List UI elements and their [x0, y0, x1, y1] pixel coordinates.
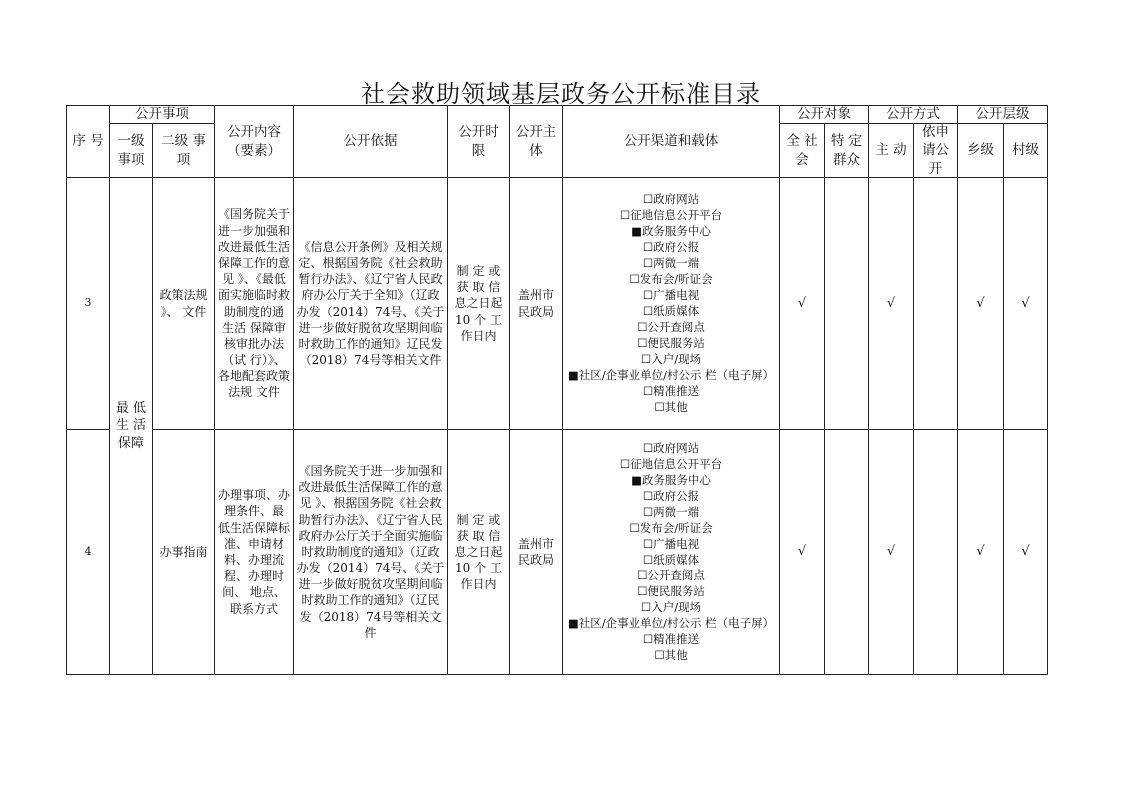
header-audience-group-label: 公开对象	[797, 106, 851, 123]
header-method-group	[868, 105, 958, 124]
header-channel	[562, 105, 780, 178]
channel-option: ■社区/企事业单位/村公示 栏（电子屏）	[567, 367, 775, 382]
check-mark: √	[1021, 544, 1030, 560]
check-mark: √	[976, 544, 985, 560]
header-channel-label: 公开渠道和载体	[623, 133, 719, 150]
row-3-time-value: 制 定 或 获 取 信 息之日起 10 个 工 作日内	[454, 264, 503, 343]
header-content	[214, 105, 294, 178]
page-title: 社会救助领域基层政务公开标准目录	[361, 80, 761, 108]
channel-option: ☐政府公报	[642, 240, 700, 255]
header-all-society	[779, 123, 825, 178]
row-3-channels	[562, 177, 780, 430]
channel-option: ☐纸质媒体	[642, 552, 700, 567]
channel-option: ■政务服务中心	[631, 224, 711, 239]
channel-option: ☐公开查阅点	[637, 568, 705, 583]
check-mark: √	[797, 544, 807, 560]
channel-option: ☐发布会/听证会	[629, 520, 713, 535]
header-all-society-label: 全 社 会	[786, 133, 818, 168]
row-3-active	[868, 177, 914, 430]
header-time	[447, 105, 510, 178]
channel-option: ☐精准推送	[642, 383, 700, 398]
row-3-subject-value: 盖州市 民政局	[517, 288, 554, 319]
channel-option: ☐政府网站	[642, 192, 700, 207]
row-4-channels	[562, 429, 780, 675]
header-method-group-label: 公开方式	[886, 106, 940, 123]
row-4-time-value: 制 定 或 获 取 信 息之日起 10 个 工 作日内	[454, 512, 503, 592]
header-village	[1003, 123, 1048, 178]
channel-option: ☐广播电视	[642, 288, 700, 303]
header-active-label: 主 动	[875, 142, 907, 159]
channel-option: ■社区/企事业单位/村公示 栏（电子屏）	[567, 616, 775, 631]
channel-option: ☐两微一端	[642, 504, 700, 519]
channel-option: ☐其他	[654, 648, 688, 663]
header-specific-group	[824, 123, 869, 178]
row-4-content-value: 办理事项、办理条件、最 低生活保障标准、申请材 料、办理流程、办理时间、 地点、联系方式	[217, 488, 290, 616]
row-3-seq	[66, 177, 110, 430]
header-level-group	[957, 105, 1048, 124]
channel-option: ☐纸质媒体	[642, 304, 700, 318]
row-4-basis	[293, 429, 448, 675]
row-3-all-society	[779, 177, 825, 430]
row-4-all-society	[779, 429, 825, 675]
header-township-label: 乡级	[967, 142, 994, 159]
header-level-group-label: 公开层级	[975, 106, 1030, 123]
row-3-subject	[509, 177, 563, 430]
header-subject-label: 公开主 体	[515, 124, 557, 159]
row-3-seq-value: 3	[84, 296, 92, 310]
row-3-time	[447, 177, 510, 430]
header-specific-group-label: 特 定 群众	[830, 133, 863, 168]
header-subject	[509, 105, 563, 178]
header-basis	[293, 105, 448, 178]
header-on-request-label: 依申 请公 开	[922, 124, 949, 177]
channel-option: ☐精准推送	[642, 632, 700, 647]
row-4-township	[957, 429, 1004, 675]
check-mark: √	[1021, 295, 1030, 311]
row-3-on-request	[913, 177, 958, 430]
row-3-content	[214, 177, 294, 430]
channel-option: ☐入户/现场	[640, 600, 702, 615]
channel-option: ☐便民服务站	[637, 335, 705, 350]
row-3-township	[957, 177, 1004, 430]
check-mark: √	[976, 295, 985, 311]
row-4-basis-value: 《国务院关于进一步加强和 改进最低生活保障工作的意 见 》、根据国务院《社会救助暂行办法》、《辽宁省人民政府办公厅关于全面实施临时救助制度的通知》（辽政办发（2014）74号、《关于进一步做好脱贫攻坚期间临时救助工作的通知》（辽民发（2018）74号等相关文件	[296, 463, 445, 640]
channel-option: ☐政府公报	[642, 488, 700, 503]
header-basis-label: 公开依据	[343, 133, 398, 150]
header-content-label: 公开内容 （要素）	[227, 124, 281, 159]
channel-option: ☐两微一端	[642, 256, 700, 271]
header-audience-group	[779, 105, 869, 124]
header-township	[957, 123, 1004, 178]
header-level2	[152, 123, 215, 178]
row-3-level2-value: 政策法规 》、 文件	[159, 288, 208, 319]
channel-option: ■政务服务中心	[631, 472, 711, 487]
channel-option: ☐便民服务站	[637, 584, 705, 599]
row-4-level2	[152, 429, 215, 675]
channel-option: ☐其他	[654, 399, 688, 414]
check-mark: √	[886, 295, 896, 311]
row-4-level2-value: 办事指南	[159, 544, 208, 559]
channel-option: ☐公开查阅点	[637, 319, 705, 334]
row-3-content-value: 《国务院关于进一步加强和改进最低生活保障工作的意见 》、《最低 面实施临时救助制度的通 生活 保障审核审批办法（试 行）》、各地配套政策法规 文件	[217, 207, 290, 400]
header-items-group-label: 公开事项	[135, 106, 189, 123]
channel-option: ☐入户/现场	[640, 351, 702, 366]
check-mark: √	[886, 544, 896, 560]
header-level1	[109, 123, 153, 178]
header-level1-label: 一级 事项	[117, 133, 145, 168]
row-3-level2	[152, 177, 215, 430]
level1-item-cell	[109, 177, 153, 675]
row-4-on-request	[913, 429, 958, 675]
check-mark: √	[797, 295, 807, 311]
level1-item-label: 最 低 生 活 保障	[115, 400, 147, 451]
row-4-subject-value: 盖州市 民政局	[517, 536, 554, 567]
header-seq	[66, 105, 110, 178]
header-time-label: 公开时 限	[458, 124, 499, 159]
row-3-specific-group	[824, 177, 869, 430]
row-4-seq	[66, 429, 110, 675]
channel-option: ☐征地信息公开平台	[619, 208, 723, 223]
row-4-subject	[509, 429, 563, 675]
header-items-group	[109, 105, 215, 124]
header-seq-label: 序 号	[72, 133, 104, 150]
header-on-request	[913, 123, 958, 178]
row-3-basis-value: 《信息公开条例》及相关规定、根据国务院《社会救助暂行办法》、《辽宁省人民政府办公厅关于全知》（辽政办发（2014）74号、《关于进一步做好脱贫攻坚期间临时救助工作的通知》辽民发（2018）74号等相关文件	[296, 239, 445, 368]
channel-option: ☐征地信息公开平台	[619, 456, 723, 471]
row-4-seq-value: 4	[84, 544, 92, 558]
row-4-village	[1003, 429, 1048, 675]
header-active	[868, 123, 914, 178]
row-4-specific-group	[824, 429, 869, 675]
row-3-village	[1003, 177, 1048, 430]
channel-option: ☐政府网站	[642, 440, 700, 455]
channel-option: ☐发布会/听证会	[629, 272, 713, 287]
header-level2-label: 二级 事 项	[161, 133, 206, 168]
row-4-content	[214, 429, 294, 675]
channel-option: ☐广播电视	[642, 536, 700, 551]
row-3-basis	[293, 177, 448, 430]
row-4-time	[447, 429, 510, 675]
header-village-label: 村级	[1012, 142, 1039, 159]
row-4-active	[868, 429, 914, 675]
